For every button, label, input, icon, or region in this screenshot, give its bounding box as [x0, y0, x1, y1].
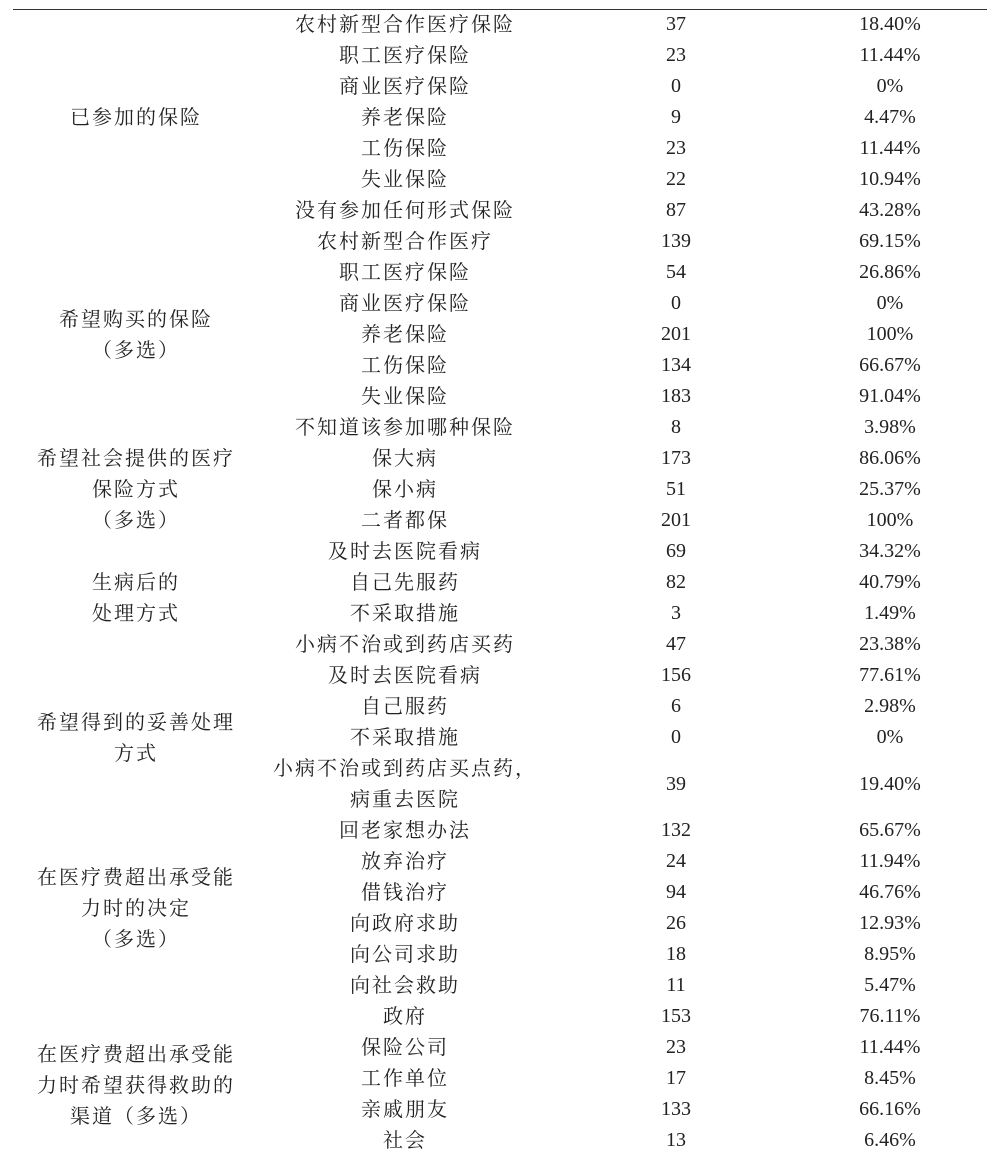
table-row: [0, 381, 1000, 412]
group-label-line: （多选）: [92, 926, 180, 951]
percent-cell: 91.04%: [859, 385, 921, 407]
item-cell: [230, 970, 580, 1001]
group-label-line: 生病后的: [92, 570, 180, 594]
group-label: [14, 707, 258, 769]
percent-cell: 12.93%: [859, 912, 921, 934]
item-cell: [230, 722, 580, 753]
percent-cell: 77.61%: [859, 664, 921, 686]
percent-cell: 0%: [876, 292, 904, 314]
item-label: 不采取措施: [350, 601, 460, 625]
item-label: 政府: [383, 1004, 427, 1028]
item-label: 失业保险: [361, 167, 449, 191]
table-row: [0, 195, 1000, 226]
count-cell: 0: [671, 75, 681, 97]
table-row: [0, 226, 1000, 257]
table-group: [0, 9, 1000, 226]
group-label-line: 在医疗费超出承受能: [37, 1042, 235, 1066]
item-label: 病重去医院: [350, 787, 460, 811]
item-cell: [230, 939, 580, 970]
table-row: [0, 815, 1000, 846]
item-label: 工伤保险: [361, 353, 449, 377]
survey-table: [0, 9, 1000, 1156]
group-label: [14, 304, 258, 366]
table-group: [0, 536, 1000, 660]
count-cell: 156: [661, 664, 691, 686]
item-label: 自己服药: [361, 694, 449, 718]
percent-cell: 11.94%: [859, 850, 921, 872]
count-cell: 54: [666, 261, 686, 283]
table-row: [0, 133, 1000, 164]
table-row: [0, 164, 1000, 195]
item-label: 保小病: [372, 477, 438, 501]
percent-cell: 40.79%: [859, 571, 921, 593]
group-label-line: 在医疗费超出承受能: [37, 864, 235, 889]
group-label: [14, 567, 258, 629]
item-cell: [230, 102, 580, 133]
item-label: 不采取措施: [350, 725, 460, 749]
percent-cell: 11.44%: [859, 1036, 921, 1058]
item-cell: [230, 567, 580, 598]
group-label: [14, 862, 258, 955]
percent-cell: 25.37%: [859, 478, 921, 500]
item-label: 商业医疗保险: [339, 291, 471, 315]
item-label: 及时去医院看病: [328, 663, 482, 687]
group-label-line: 希望得到的妥善处理: [37, 709, 235, 734]
item-cell: [230, 226, 580, 257]
percent-cell: 26.86%: [859, 261, 921, 283]
item-cell: [230, 598, 580, 629]
count-cell: 24: [666, 850, 686, 872]
item-cell: [230, 815, 580, 846]
item-label: 工伤保险: [361, 136, 449, 160]
item-cell: [230, 1032, 580, 1063]
item-cell: [230, 195, 580, 226]
item-cell: [230, 536, 580, 567]
table-row: [0, 71, 1000, 102]
count-cell: 87: [666, 199, 686, 221]
item-cell: [230, 257, 580, 288]
item-cell: [230, 1094, 580, 1125]
item-cell: [230, 1001, 580, 1032]
count-cell: 23: [666, 44, 686, 66]
item-cell: [230, 474, 580, 505]
percent-cell: 8.45%: [864, 1067, 916, 1089]
item-label: 向社会救助: [350, 973, 460, 997]
item-cell: [230, 877, 580, 908]
percent-cell: 1.49%: [864, 602, 916, 624]
item-cell: [230, 660, 580, 691]
group-label-line: 力时希望获得救助的: [37, 1073, 235, 1097]
percent-cell: 4.47%: [864, 106, 916, 128]
count-cell: 22: [666, 168, 686, 190]
table-group: [0, 226, 1000, 443]
item-cell: [230, 40, 580, 71]
count-cell: 153: [661, 1005, 691, 1027]
count-cell: 6: [671, 695, 681, 717]
percent-cell: 10.94%: [859, 168, 921, 190]
count-cell: 139: [661, 230, 691, 252]
item-label: 农村新型合作医疗保险: [295, 12, 515, 36]
item-label: 失业保险: [361, 384, 449, 408]
item-cell: [230, 1125, 580, 1156]
group-label-line: 力时的决定: [81, 895, 191, 920]
count-cell: 201: [661, 323, 691, 345]
table-row: [0, 536, 1000, 567]
count-cell: 132: [661, 819, 691, 841]
percent-cell: 0%: [876, 726, 904, 748]
group-label-line: 保险方式: [92, 477, 180, 501]
item-cell: [230, 381, 580, 412]
count-cell: 18: [666, 943, 686, 965]
count-cell: 23: [666, 137, 686, 159]
percent-cell: 11.44%: [859, 137, 921, 159]
item-cell: [230, 691, 580, 722]
percent-cell: 6.46%: [864, 1129, 916, 1151]
table-row: [0, 9, 1000, 40]
item-label: 二者都保: [361, 508, 449, 532]
count-cell: 26: [666, 912, 686, 934]
count-cell: 3: [671, 602, 681, 624]
item-label: 小病不治或到药店买药: [295, 632, 515, 656]
percent-cell: 34.32%: [859, 540, 921, 562]
item-cell: [230, 71, 580, 102]
group-label: [14, 1039, 258, 1132]
item-label: 商业医疗保险: [339, 74, 471, 98]
count-cell: 37: [666, 13, 686, 35]
item-cell: [230, 350, 580, 381]
table-row: [0, 40, 1000, 71]
group-label-line: 处理方式: [92, 601, 180, 625]
item-cell: [230, 846, 580, 877]
percent-cell: 3.98%: [864, 416, 916, 438]
item-cell: [230, 412, 580, 443]
percent-cell: 66.67%: [859, 354, 921, 376]
item-label: 亲戚朋友: [361, 1097, 449, 1121]
group-label-line: 方式: [114, 740, 158, 765]
group-label: [14, 443, 258, 536]
group-label-line: （多选）: [92, 337, 180, 362]
count-cell: 0: [671, 292, 681, 314]
item-label: 小病不治或到药店买点药，: [273, 756, 537, 780]
item-cell: [230, 319, 580, 350]
item-label: 保险公司: [361, 1035, 449, 1059]
item-label: 职工医疗保险: [339, 260, 471, 284]
item-label: 不知道该参加哪种保险: [295, 415, 515, 439]
percent-cell: 18.40%: [859, 13, 921, 35]
count-cell: 82: [666, 571, 686, 593]
table-row: [0, 660, 1000, 691]
percent-cell: 11.44%: [859, 44, 921, 66]
count-cell: 94: [666, 881, 686, 903]
count-cell: 13: [666, 1129, 686, 1151]
item-cell: [230, 288, 580, 319]
item-label: 农村新型合作医疗: [317, 229, 493, 253]
count-cell: 183: [661, 385, 691, 407]
group-label-line: 渠道（多选）: [70, 1104, 202, 1128]
count-cell: 0: [671, 726, 681, 748]
percent-cell: 19.40%: [859, 772, 921, 795]
percent-cell: 100%: [866, 509, 914, 531]
percent-cell: 5.47%: [864, 974, 916, 996]
percent-cell: 65.67%: [859, 819, 921, 841]
count-cell: 23: [666, 1036, 686, 1058]
table-group: [0, 1001, 1000, 1156]
percent-cell: 2.98%: [864, 695, 916, 717]
percent-cell: 86.06%: [859, 447, 921, 469]
item-label: 没有参加任何形式保险: [295, 198, 515, 222]
item-cell: [230, 505, 580, 536]
count-cell: 17: [666, 1067, 686, 1089]
group-label-line: 已参加的保险: [70, 105, 202, 129]
percent-cell: 69.15%: [859, 230, 921, 252]
count-cell: 39: [666, 772, 686, 795]
item-cell: [230, 133, 580, 164]
table-group: [0, 443, 1000, 536]
item-cell: [230, 9, 580, 40]
count-cell: 134: [661, 354, 691, 376]
item-label: 回老家想办法: [339, 818, 471, 842]
count-cell: 173: [661, 447, 691, 469]
item-label: 职工医疗保险: [339, 43, 471, 67]
item-label: 社会: [383, 1128, 427, 1152]
item-cell: [230, 443, 580, 474]
item-label: 向公司求助: [350, 942, 460, 966]
count-cell: 9: [671, 106, 681, 128]
percent-cell: 23.38%: [859, 633, 921, 655]
table-group: [0, 660, 1000, 815]
group-label: [14, 102, 258, 133]
count-cell: 69: [666, 540, 686, 562]
count-cell: 8: [671, 416, 681, 438]
item-label: 工作单位: [361, 1066, 449, 1090]
table-row: [0, 412, 1000, 443]
item-cell: [230, 164, 580, 195]
item-label: 及时去医院看病: [328, 539, 482, 563]
group-label-line: （多选）: [92, 508, 180, 532]
group-label-line: 希望社会提供的医疗: [37, 446, 235, 470]
item-label: 养老保险: [361, 105, 449, 129]
table-row: [0, 970, 1000, 1001]
item-cell: [230, 629, 580, 660]
percent-cell: 8.95%: [864, 943, 916, 965]
count-cell: 133: [661, 1098, 691, 1120]
count-cell: 11: [666, 974, 686, 996]
table-row: [0, 629, 1000, 660]
count-cell: 47: [666, 633, 686, 655]
item-cell: [230, 753, 580, 815]
percent-cell: 46.76%: [859, 881, 921, 903]
count-cell: 201: [661, 509, 691, 531]
percent-cell: 100%: [866, 323, 914, 345]
group-label-line: 希望购买的保险: [59, 306, 213, 331]
item-label: 养老保险: [361, 322, 449, 346]
item-cell: [230, 908, 580, 939]
table-row: [0, 257, 1000, 288]
percent-cell: 66.16%: [859, 1098, 921, 1120]
table-group: [0, 815, 1000, 1001]
item-label: 借钱治疗: [361, 880, 449, 904]
item-label: 自己先服药: [350, 570, 460, 594]
percent-cell: 43.28%: [859, 199, 921, 221]
item-label: 向政府求助: [350, 911, 460, 935]
item-label: 放弃治疗: [361, 849, 449, 873]
percent-cell: 76.11%: [859, 1005, 921, 1027]
item-label: 保大病: [372, 446, 438, 470]
table-row: [0, 1001, 1000, 1032]
item-cell: [230, 1063, 580, 1094]
percent-cell: 0%: [876, 75, 904, 97]
count-cell: 51: [666, 478, 686, 500]
